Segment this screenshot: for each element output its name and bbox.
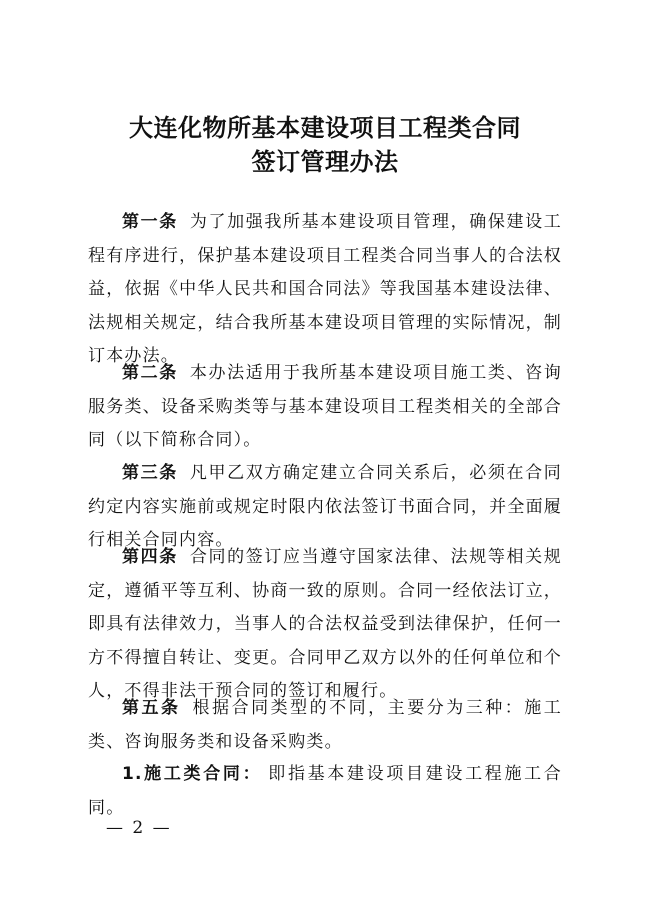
article-2 [88,357,562,458]
article-4-heading: 第四条 [122,547,178,567]
article-1 [88,206,562,374]
article-2-text: 本办法适用于我所基本建设项目施工类、咨询服务类、设备采购类等与基本建设项目工程类相关的全部合同（以下简称合同）。 [88,363,562,450]
article-4 [88,541,562,709]
article-1-heading: 第一条 [122,212,178,232]
clause-construction-contract-text: 即指基本建设项目建设工程施工合同。 [88,764,563,818]
article-5-text: 根据合同类型的不同，主要分为三种：施工类、咨询服务类和设备采购类。 [88,698,562,752]
clause-construction-contract [88,758,562,825]
article-3-heading: 第三条 [122,463,178,483]
article-4-text: 合同的签订应当遵守国家法律、法规等相关规定，遵循平等互利、协商一致的原则。合同一经依法订立，即具有法律效力，当事人的合法权益受到法律保护，任何一方不得擅自转让、变更。合同甲乙双方以外的任何单位和个人，不得非法干预合同的签订和履行。 [88,547,562,701]
article-5 [88,692,562,759]
clause-construction-contract-heading: 1.施工类合同： [122,764,263,784]
page-number: — 2 — [106,818,172,838]
article-5-heading: 第五条 [122,698,181,718]
article-1-text: 为了加强我所基本建设项目管理，确保建设工程有序进行，保护基本建设项目工程类合同当事人的合法权益，依据《中华人民共和国合同法》等我国基本建设法律、法规相关规定，结合我所基本建设项目管理的实际情况，制订本办法。 [88,212,562,366]
article-3-text: 凡甲乙双方确定建立合同关系后，必须在合同约定内容实施前或规定时限内依法签订书面合同，并全面履行相关合同内容。 [88,463,562,550]
article-2-heading: 第二条 [122,363,178,383]
document-title-line-1: 大连化物所基本建设项目工程类合同 [129,113,521,142]
document-title-line-2: 签订管理办法 [251,147,399,176]
